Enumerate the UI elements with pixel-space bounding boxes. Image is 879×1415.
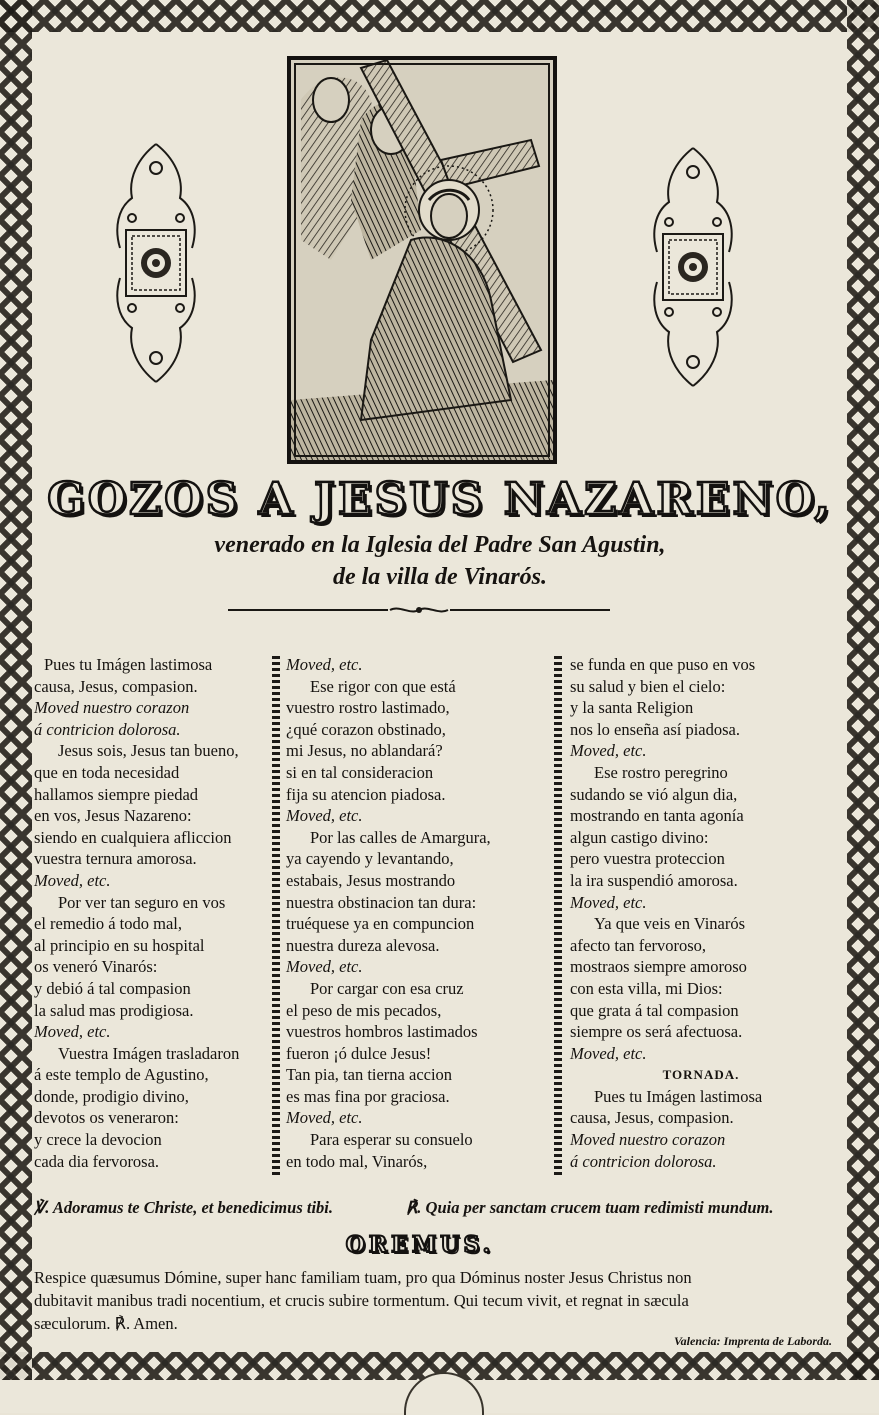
verse-line: Tan pia, tan tierna accion — [286, 1065, 453, 1085]
oremus-heading: OREMUS. — [345, 1232, 495, 1258]
verse-line: que en toda necesidad — [34, 762, 180, 782]
verse-line: os veneró Vinarós: — [34, 957, 158, 977]
verse-line: Moved, etc. — [34, 870, 111, 890]
verse-line: Por ver tan seguro en vos — [58, 892, 226, 912]
verse-line: donde, prodigio divino, — [34, 1086, 189, 1106]
verse-line: su salud y bien el cielo: — [570, 676, 726, 696]
verse-line: vuestro rostro lastimado, — [286, 698, 450, 718]
verse-line: vuestros hombros lastimados — [286, 1022, 478, 1042]
verse-line: la salud mas prodigiosa. — [34, 1000, 194, 1020]
page-title: GOZOS A JESUS NAZARENO, — [47, 474, 833, 525]
verse-line: y crece la devocion — [34, 1130, 162, 1150]
prayer-text — [34, 1266, 834, 1335]
verse-line: ¿qué corazon obstinado, — [286, 719, 446, 739]
response: ℟. Quia per sanctam crucem tuam redimisti mundum. — [406, 1198, 774, 1217]
verse-line: á este templo de Agustino, — [34, 1065, 209, 1085]
verse-line: Moved, etc. — [286, 1108, 363, 1128]
verse-line: afecto tan fervoroso, — [570, 935, 707, 955]
verse-column-2 — [286, 654, 552, 1172]
versicle-line — [34, 1198, 834, 1218]
verse-line: Vuestra Imágen trasladaron — [58, 1043, 240, 1063]
verse-line: si en tal consideracion — [286, 762, 434, 782]
verse-line: que grata á tal compasion — [570, 1000, 739, 1020]
prayer-line: Respice quæsumus Dómine, super hanc familiam tuam, pro qua Dóminus noster Jesus Christus non — [34, 1268, 692, 1287]
verse-line: al principio en su hospital — [34, 935, 205, 955]
verse-line: Ya que veis en Vinarós — [594, 914, 746, 934]
verse-line: Moved, etc. — [570, 1043, 647, 1063]
versicle: ℣. Adoramus te Christe, et benedicimus tibi. — [34, 1198, 333, 1217]
subtitle-line-1: venerado en la Iglesia del Padre San Agustin, — [214, 532, 666, 558]
verse-line: Moved, etc. — [286, 655, 363, 674]
column-separator-1 — [272, 656, 280, 1176]
verse-line: Por cargar con esa cruz — [310, 978, 464, 998]
verse-line: vuestra ternura amorosa. — [34, 849, 197, 869]
verse-line: truéquese ya en compuncion — [286, 914, 475, 934]
ornamental-divider — [228, 606, 610, 614]
verse-line: Moved nuestro corazon — [570, 1130, 726, 1150]
verse-line: causa, Jesus, compasion. — [570, 1108, 734, 1128]
verse-line: causa, Jesus, compasion. — [34, 676, 198, 696]
verse-line: y la santa Religion — [570, 698, 694, 718]
verse-column-1 — [34, 654, 270, 1172]
decorative-border-right — [847, 0, 879, 1380]
verse-line: fueron ¡ó dulce Jesus! — [286, 1043, 432, 1063]
verse-line: pero vuestra proteccion — [570, 849, 725, 869]
verse-line: Para esperar su consuelo — [310, 1130, 473, 1150]
verse-line: Pues tu Imágen lastimosa — [594, 1086, 763, 1106]
decorative-border-left — [0, 0, 32, 1380]
verse-line: mostrando en tanta agonía — [570, 806, 744, 826]
verse-line: hallamos siempre piedad — [34, 784, 199, 804]
verse-line: el remedio á todo mal, — [34, 914, 182, 934]
verse-line: es mas fina por graciosa. — [286, 1086, 450, 1106]
verse-line: sudando se vió algun dia, — [570, 784, 738, 804]
verse-line: Pues tu Imágen lastimosa — [44, 655, 213, 674]
verse-line: Moved, etc. — [34, 1022, 111, 1042]
verse-line: con esta villa, mi Dios: — [570, 978, 723, 998]
verse-line: se funda en que puso en vos — [570, 655, 756, 674]
verse-line: siempre os será afectuosa. — [570, 1022, 743, 1042]
verse-line: nos lo enseña así piadosa. — [570, 719, 741, 739]
verse-line: siendo en cualquiera afliccion — [34, 827, 232, 847]
subtitle-line-2: de la villa de Vinarós. — [332, 564, 547, 590]
verse-line: Jesus sois, Jesus tan bueno, — [58, 741, 239, 761]
verse-line: algun castigo divino: — [570, 827, 709, 847]
verse-line: á contricion dolorosa. — [570, 1151, 717, 1171]
verse-line: ya cayendo y levantando, — [286, 849, 454, 869]
verse-line: Moved, etc. — [286, 957, 363, 977]
verse-line: Ese rostro peregrino — [594, 762, 728, 782]
verse-line: mostraos siempre amoroso — [570, 957, 747, 977]
floral-ornament-right — [645, 142, 741, 392]
verse-line: el peso de mis pecados, — [286, 1000, 442, 1020]
verse-line: Moved, etc. — [570, 892, 647, 912]
verse-line: TORNADA. — [662, 1067, 740, 1083]
verse-line: Por las calles de Amargura, — [310, 827, 491, 847]
verse-line: Ese rigor con que está — [310, 676, 456, 696]
verse-line: devotos os veneraron: — [34, 1108, 179, 1128]
printer-imprint: Valencia: Imprenta de Laborda. — [674, 1334, 832, 1348]
verse-line: Moved, etc. — [570, 741, 647, 761]
verse-line: cada dia fervorosa. — [34, 1151, 160, 1171]
verse-line: Moved, etc. — [286, 806, 363, 826]
verse-line: Moved nuestro corazon — [34, 698, 190, 718]
verse-line: la ira suspendió amorosa. — [570, 870, 738, 890]
verse-line: estabais, Jesus mostrando — [286, 870, 456, 890]
verse-line: mi Jesus, no ablandará? — [286, 741, 443, 761]
verse-line: nuestra dureza alevosa. — [286, 935, 440, 955]
column-separator-2 — [554, 656, 562, 1176]
verse-line: nuestra obstinacion tan dura: — [286, 892, 477, 912]
verse-column-3 — [570, 654, 832, 1172]
prayer-line: dubitavit manibus tradi nocentium, et crucis subire tormentum. Qui tecum vivit, et regnat in sæcula — [34, 1291, 689, 1310]
verse-line: en todo mal, Vinarós, — [286, 1151, 428, 1171]
decorative-border-top — [0, 0, 879, 32]
floral-ornament-left — [108, 138, 204, 388]
verse-line: fija su atencion piadosa. — [286, 784, 446, 804]
verse-line: y debió á tal compasion — [34, 978, 191, 998]
prayer-line: sæculorum. ℟. Amen. — [34, 1314, 178, 1333]
woodcut-jesus-carrying-cross — [287, 56, 557, 464]
verse-line: á contricion dolorosa. — [34, 719, 181, 739]
verse-line: en vos, Jesus Nazareno: — [34, 806, 192, 826]
